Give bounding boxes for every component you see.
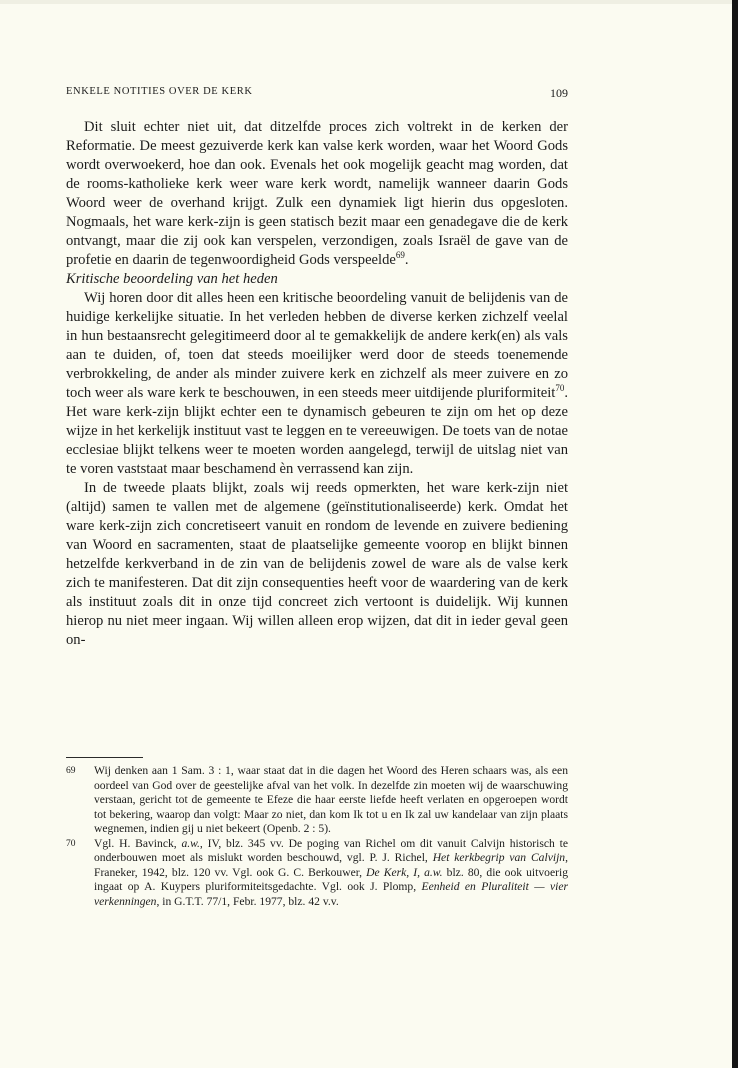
footnote-text-part: , in G.T.T. 77/1, Febr. 1977, blz. 42 v.v. [156, 894, 339, 908]
footnote-divider [66, 757, 143, 758]
paragraph-1-end: . [404, 252, 409, 268]
scan-right-edge [732, 0, 738, 1068]
body-text [66, 118, 568, 650]
footnote-69 [66, 764, 568, 837]
footnote-text-part: blz. 80, die ook uitvoerig ingaat op A. Kuypers pluriformiteitsgedachte. Vgl. ook J. Plomp, [94, 865, 568, 893]
running-header [66, 86, 568, 102]
footnote-ref-70: 70 [555, 383, 565, 394]
footnote-text-part: Vgl. H. Bavinck, [94, 836, 182, 850]
running-title: ENKELE NOTITIES OVER DE KERK [66, 86, 253, 97]
paragraph-2-rest: . Het ware kerk-zijn blijkt echter een te dynamisch gebeuren te zijn om het op deze wijze in het kerkelijk instituut vast te leggen en te vereeuwigen. De toets van de notae ecclesiae blijkt telkens weer te moeten worden aangelegd, terwijl de uitslag niet van te voren vaststaat maar beschamend èn verrassend kan zijn. [66, 385, 568, 477]
page-number: 109 [550, 86, 568, 100]
paragraph-2 [66, 289, 568, 479]
section-heading: Kritische beoordeling van het heden [66, 271, 278, 287]
footnote-70 [66, 837, 568, 910]
paragraph-2-text: Wij horen door dit alles heen een kritische beoordeling vanuit de belijdenis van de huidige kerkelijke situatie. In het verleden hebben de diverse kerken zichzelf veelal in hun bestaansrecht gelegitimeerd door al te gemakkelijk de andere kerk(en) als vals aan te duiden, of, toen dat steeds moeilijker werd door de steeds toenemende verbrokkeling, de ander als minder zuivere kerk en zichzelf als meer zuivere en zo toch weer als ware kerk te beschouwen, in een steeds meer uitdijende pluriformiteit [66, 290, 568, 401]
paragraph-1 [66, 118, 568, 270]
footnote-text-part: , IV, blz. 345 vv. De poging van Richel om dit vanuit Calvijn historisch te onderbouwen moet als mislukt worden beschouwd, vgl. P. J. Richel, [94, 836, 568, 864]
footnote-number: 69 [66, 766, 76, 776]
footnote-italic: a.w. [181, 836, 200, 850]
footnote-italic: Eenheid en Pluraliteit — vier verkenningen [94, 880, 568, 908]
footnote-text: Wij denken aan 1 Sam. 3 : 1, waar staat dat in die dagen het Woord des Heren schaars was, als een oordeel van God over de geestelijke afval van het volk. In dezelfde zin moeten wij de waarschuwing verstaan, gericht tot de gemeente te Efeze die haar eerste liefde heeft verlaten en opgeroepen wordt tot bekering, waarop dan volgt: Maar zo niet, dan kom Ik tot u en Ik zal uw kandelaar van zijn plaats wegnemen, indien gij u niet bekeert (Openb. 2 : 5). [94, 764, 568, 835]
footnote-ref-69: 69 [395, 250, 405, 261]
paragraph-3: In de tweede plaats blijkt, zoals wij reeds opmerkten, het ware kerk-zijn niet (altijd) samen te vallen met de algemene (geïnstitutionaliseerde) kerk. Omdat het ware kerk-zijn zich concretiseert vanuit en rondom de levende en zuivere bediening van Woord en sacramenten, staat de plaatselijke gemeente voorop en blijkt binnen hetzelfde kerkverband in de zin van de belijdenis zowel de ware als de valse kerk zich te manifesteren. Dat dit zijn consequenties heeft voor de waardering van de kerk als instituut zoals dit in onze tijd concreet zich vertoont is duidelijk. Wij kunnen hierop nu niet meer ingaan. Wij willen alleen erop wijzen, dat dit in ieder geval geen on- [66, 480, 568, 648]
footnotes [66, 764, 568, 909]
paragraph-1-text: Dit sluit echter niet uit, dat ditzelfde proces zich voltrekt in de kerken der Reformatie. De meest gezuiverde kerk kan valse kerk worden, waar het Woord Gods wordt overwoekerd, hoe dan ook. Evenals het ook mogelijk geacht mag worden, dat de rooms-katholieke kerk weer ware kerk wordt, namelijk wanneer daarin Gods Woord weer de overhand krijgt. Zulk een dynamiek ligt hierin dus opgesloten. Nogmaals, het ware kerk-zijn is geen statisch bezit maar een genadegave die de kerk ontvangt, maar die zij ook kan verspelen, verzondigen, zoals Israël de gave van de profetie en daarin de tegenwoordigheid Gods verspeelde [66, 119, 568, 268]
footnote-italic: Het kerkbegrip van Calvijn [432, 851, 566, 864]
footnote-number: 70 [66, 838, 76, 849]
footnote-text-part: , Franeker, 1942, blz. 120 vv. Vgl. ook G. C. Berkouwer, [94, 851, 568, 879]
footnote-italic: De Kerk, I, a.w. [366, 865, 443, 879]
page-top-edge [0, 0, 738, 4]
